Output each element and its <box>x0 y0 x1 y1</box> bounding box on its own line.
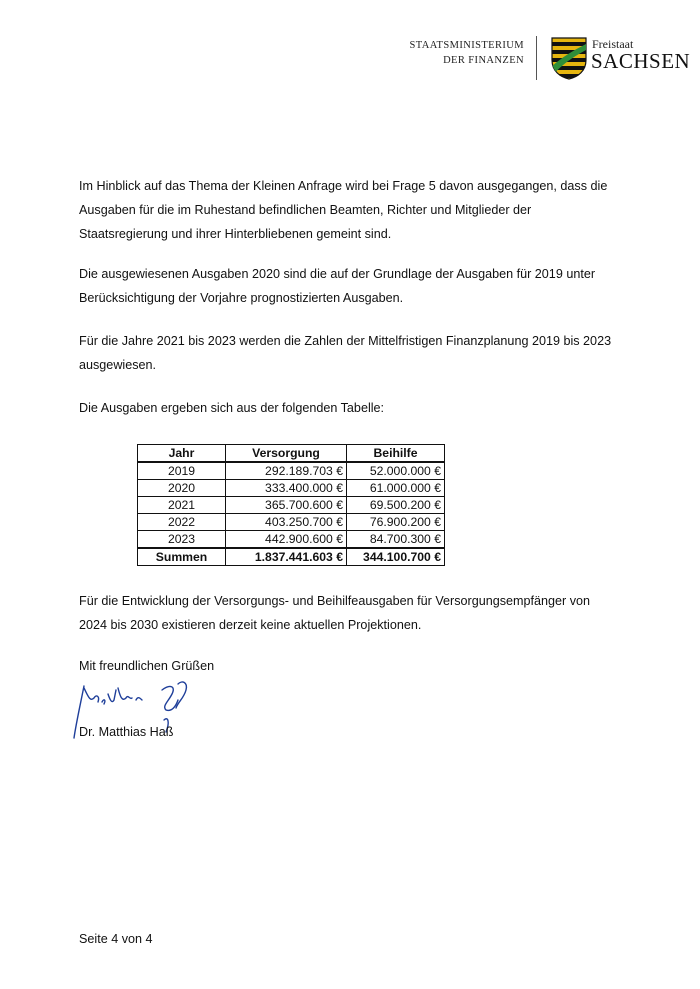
cell-versorgung: 292.189.703 € <box>226 462 347 480</box>
cell-year: 2019 <box>138 462 226 480</box>
header-jahr: Jahr <box>138 445 226 463</box>
cell-year: 2021 <box>138 497 226 514</box>
table-row <box>138 462 445 480</box>
cell-beihilfe: 84.700.300 € <box>347 531 445 549</box>
paragraph-table-intro: Die Ausgaben ergeben sich aus der folgenden Tabelle: <box>79 401 385 415</box>
letterhead <box>400 36 690 82</box>
saxony-coat-of-arms-icon <box>550 36 588 80</box>
header-divider <box>536 36 537 80</box>
table-row <box>138 480 445 497</box>
header-beihilfe: Beihilfe <box>347 445 445 463</box>
cell-beihilfe: 69.500.200 € <box>347 497 445 514</box>
paragraph-topic: Im Hinblick auf das Thema der Kleinen Anfrage wird bei Frage 5 davon ausgegangen, dass die Ausgaben für die im Ruhestand befindlichen Beamten, Richter und Mitglieder der Staatsregierung und ihrer Hinterbliebenen gemeint sind. <box>79 179 608 241</box>
ministry-line-2: DER FINANZEN <box>443 55 524 66</box>
paragraph-projection-note: Für die Entwicklung der Versorgungs- und Beihilfeausgaben für Versorgungsempfänger von 2024 bis 2030 existieren derzeit keine aktuellen Projektionen. <box>79 594 591 632</box>
paragraph-planning-note: Für die Jahre 2021 bis 2023 werden die Zahlen der Mittelfristigen Finanzplanung 2019 bis 2023 ausgewiesen. <box>79 334 612 372</box>
table-header-row <box>138 445 445 463</box>
expenditure-table <box>137 444 445 566</box>
paragraph-2020-note: Die ausgewiesenen Ausgaben 2020 sind die auf der Grundlage der Ausgaben für 2019 unter Berücksichtigung der Vorjahre prognostizierten Ausgaben. <box>79 267 596 305</box>
table-row <box>138 497 445 514</box>
cell-sum-versorgung: 1.837.441.603 € <box>226 548 347 566</box>
cell-versorgung: 403.250.700 € <box>226 514 347 531</box>
cell-beihilfe: 52.000.000 € <box>347 462 445 480</box>
cell-year: 2020 <box>138 480 226 497</box>
cell-versorgung: 333.400.000 € <box>226 480 347 497</box>
table-row <box>138 514 445 531</box>
table-sum-row <box>138 548 445 566</box>
signatory-name: Dr. Matthias Haß <box>79 725 174 739</box>
state-name-small: Freistaat <box>592 37 634 51</box>
cell-beihilfe: 76.900.200 € <box>347 514 445 531</box>
state-name-big: SACHSEN <box>591 49 691 73</box>
cell-versorgung: 442.900.600 € <box>226 531 347 549</box>
table-row <box>138 531 445 549</box>
closing-greeting: Mit freundlichen Grüßen <box>79 659 215 673</box>
cell-versorgung: 365.700.600 € <box>226 497 347 514</box>
page-number: Seite 4 von 4 <box>79 932 153 946</box>
header-versorgung: Versorgung <box>226 445 347 463</box>
cell-year: 2023 <box>138 531 226 549</box>
cell-year: 2022 <box>138 514 226 531</box>
ministry-name <box>410 38 524 68</box>
cell-sum-label: Summen <box>138 548 226 566</box>
cell-beihilfe: 61.000.000 € <box>347 480 445 497</box>
ministry-line-1: STAATSMINISTERIUM <box>409 40 524 51</box>
cell-sum-beihilfe: 344.100.700 € <box>347 548 445 566</box>
